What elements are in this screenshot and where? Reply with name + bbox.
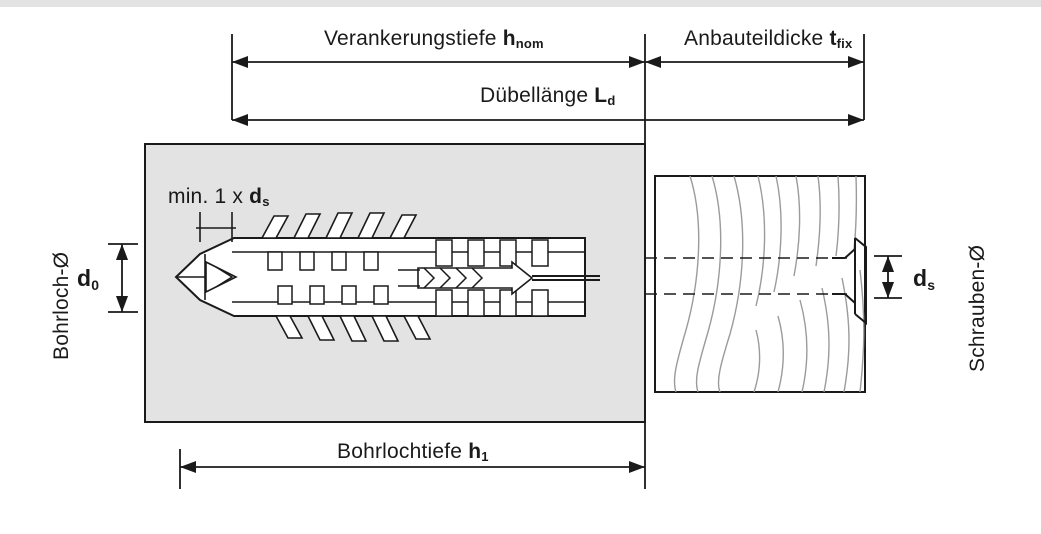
- label-min-1-x-ds: min. 1 x $d_s$: [168, 185, 270, 209]
- symbol-d0: $d_0$: [77, 265, 100, 293]
- dim-d0: [108, 244, 138, 312]
- dim-ds: [874, 256, 902, 298]
- symbol-ds: $d_s$: [913, 265, 936, 293]
- attachment-part: [655, 176, 865, 392]
- label-hnom: Verankerungstiefe $h_{nom}$: [324, 27, 544, 51]
- label-bohrloch-durchmesser: Bohrloch-Ø: [50, 251, 73, 360]
- label-schrauben-durchmesser: Schrauben-Ø: [966, 244, 989, 372]
- label-h1: Bohrlochtiefe $h_1$: [337, 440, 489, 464]
- label-tfix: Anbauteildicke $t_{fix}$: [684, 27, 853, 51]
- label-ld: Dübellänge $L_d$: [480, 84, 616, 108]
